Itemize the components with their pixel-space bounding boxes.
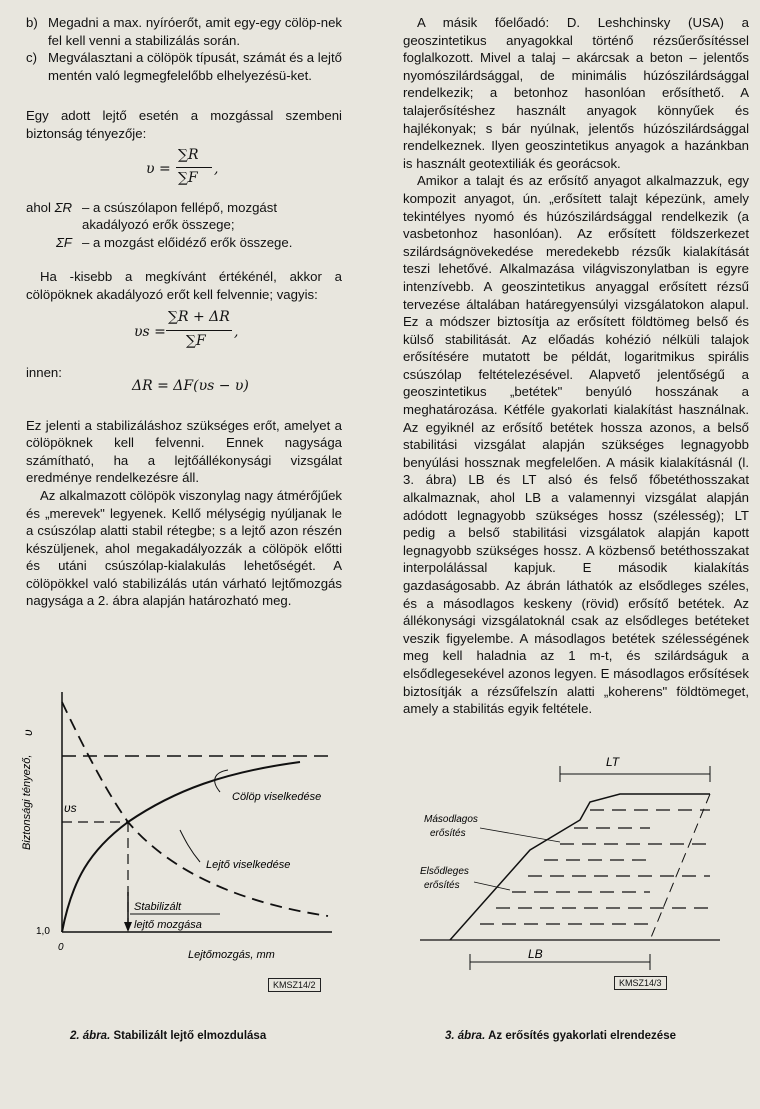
primary-label: Elsődleges bbox=[420, 866, 469, 877]
right-column bbox=[403, 14, 749, 718]
figure-2-code: KMSZ14/2 bbox=[268, 978, 321, 992]
stabilized-label: Stabilizált bbox=[134, 901, 182, 913]
figure-2 bbox=[10, 680, 340, 1000]
secondary-label-2: erősítés bbox=[430, 828, 466, 839]
formula-denominator: ∑F bbox=[178, 169, 198, 186]
figure-2-caption bbox=[70, 1030, 266, 1042]
formula-safety-factor bbox=[26, 143, 342, 199]
slope-curve-label: Lejtő viselkedése bbox=[206, 859, 291, 871]
definition-row-r bbox=[26, 199, 342, 234]
vs-label: υs bbox=[64, 801, 77, 815]
left-column bbox=[26, 14, 342, 610]
symbol-sum-r: ΣR bbox=[54, 199, 73, 215]
secondary-leader bbox=[480, 828, 560, 842]
formula-required-safety bbox=[26, 304, 342, 362]
definition-symbol bbox=[26, 234, 82, 252]
lt-label: LT bbox=[606, 755, 620, 769]
stabilized-label-2: lejtő mozgása bbox=[134, 919, 202, 931]
formula-lhs: υs = bbox=[134, 323, 166, 340]
list-label: b) bbox=[26, 15, 38, 30]
formula-delta-row bbox=[26, 362, 342, 400]
primary-label-2: erősítés bbox=[424, 880, 460, 891]
slope-leader-line bbox=[180, 830, 200, 862]
caption-text: Az erősítés gyakorlati elrendezése bbox=[488, 1030, 676, 1042]
slope-behaviour-curve bbox=[62, 702, 328, 916]
fraction-line bbox=[176, 167, 212, 168]
figure-2-diagram bbox=[10, 680, 340, 1000]
definition-text: – a csúszólapon fellépő, mozgást akadályozó erők összege; bbox=[82, 199, 277, 233]
definition-row-f bbox=[26, 234, 342, 252]
pile-leader-line bbox=[215, 770, 228, 792]
caption-text: Stabilizált lejtő elmozdulása bbox=[113, 1030, 267, 1042]
origin-label: 0 bbox=[58, 942, 64, 953]
formula-lhs: υ = bbox=[146, 160, 171, 177]
formula-delta-r: ΔR = ΔF(υs − υ) bbox=[132, 377, 249, 394]
primary-leader bbox=[474, 882, 510, 890]
formula-numerator: ∑R bbox=[178, 146, 199, 163]
lb-label: LB bbox=[528, 947, 543, 961]
fraction-line bbox=[166, 330, 232, 331]
formula-numerator: ∑R + ΔR bbox=[168, 308, 230, 325]
x-axis-label: Lejtőmozgás, mm bbox=[188, 949, 275, 961]
innen-label: innen: bbox=[26, 364, 62, 380]
pile-curve-label: Cölöp viselkedése bbox=[232, 791, 322, 803]
paragraph-required-force: Ha -kisebb a megkívánt értékénél, akkor a cölöpöknek akadályozó erőt kell felvennie; vagyis: bbox=[26, 269, 342, 302]
caption-number: 2. ábra. bbox=[70, 1030, 111, 1042]
formula-comma: , bbox=[234, 323, 239, 340]
stabilized-arrowhead bbox=[124, 922, 132, 932]
list-text: Megadni a max. nyíróerőt, amit egy-egy cölöp-nek fel kell venni a stabilizálás során. bbox=[48, 15, 342, 48]
figure-3-caption bbox=[445, 1030, 676, 1042]
list-item-b bbox=[26, 14, 342, 49]
figure-3-diagram bbox=[410, 740, 750, 1000]
paragraph-reinforced-soil: Amikor a talajt és az erősítő anyagot alkalmazzuk, egy kompozit anyagot, ún. „erősített talajt képezünk, amely tekintélyes nyomó és húzószilárdsággal rendelkezik (a vasbetonhoz hasonlóan). Az erősített földszerkezet szilárdságnövekedése meredekebb rézsűk kialakítását teszi lehetővé. Alkalmazása világviszonylatban is egyre intenzívebb. A geoszintetikus anyaggal erősített rézsű tervezése általában határegyensúlyi vizsgálatokon alapul. Ez a módszer biztosítja az erősített földtömeg belső és külső stabilitását. Az előadás kohézió nélküli talajok erősítésére mutatott be példát, logaritmikus spirális csúszólap feltételezésével. Alapvető jelentőségű a geoszintetikus „betétek" benyúló hosszának a meghatározása. Kétféle gyakorlati kialakítást használnak. Az egyiknél az erősítő betétek hossza azonos, a belső stabilitási vizsgálat alapján szükséges legnagyobb benyúlási hossznak megfelelően. A másik kialakításnál (l. 3. ábra) LB és LT alsó és felső főbetéthosszakat alkalmaznak, ahol LB a valamennyi vizsgálat alapján adódott legnagyobb szükséges hossz (szélesség); LT pedig a belső stabilitási vizsgálatok alapján kapott legnagyobb szükséges hossz. A közbenső betéthosszakat interpolálással kapjuk. E második kialakítás gazdaságosabb. Az ábrán láthatók az elsődleges széles, és a másodlagos keskeny (rövid) erősítő betétek. Az állékonysági vizsgálatoknál csak az elsődleges betéteket veszik figyelembe. A másodlagos betétek szélességének meg kell haladnia az 1 m-t, és szilárdságuk a elsődlegesekével azonos legyen. E másodlagos erősítések biztosítják a rézsűfelszín alatti „koherens" földtömeget, amely a stabilitás egyik feltétele. bbox=[403, 173, 749, 717]
paragraph-safety-factor: Egy adott lejtő esetén a mozgással szembeni biztonság tényezője: bbox=[26, 108, 342, 141]
definition-intro: ahol bbox=[26, 199, 51, 215]
figure-3-code: KMSZ14/3 bbox=[614, 976, 667, 990]
zone-boundary bbox=[650, 794, 710, 940]
symbol-sum-f: ΣF bbox=[56, 234, 72, 250]
definition-symbol bbox=[26, 199, 82, 234]
list-label: c) bbox=[26, 50, 37, 66]
secondary-label: Másodlagos bbox=[424, 814, 478, 825]
y-axis-label: Biztonsági tényező, bbox=[21, 754, 33, 850]
paragraph-stabilizing-force: Ez jelenti a stabilizáláshoz szükséges erőt, amelyet a cölöpöknek kell felvenni. Ennek nagysága számítható, ha a lejtőállékonysági vizsgálat eredménye rendelkezésre áll. bbox=[26, 417, 342, 486]
y-axis-symbol: υ bbox=[21, 729, 35, 736]
formula-comma: , bbox=[214, 160, 219, 177]
caption-number: 3. ábra. bbox=[445, 1030, 486, 1042]
paragraph-leshchinsky: A másik főelőadó: D. Leshchinsky (USA) a geoszintetikus anyagokkal történő rézsűerősítéssel foglalkozott. Mivel a talaj – akárcsak a beton – jelentős nyomószilárdsággal, de minimális húzószilárdsággal rendelkezik; a betonhoz hasonlóan erősíthető. A talajerősítéshez használt anyagok könnyűek és hajlékonyak; s bár nyúlnak, jelentős húzószilárdsággal rendelkeznek. Ilyen geoszintetikus anyagok a hazánkban is használt geotextiliák és georácsok. bbox=[403, 15, 749, 171]
figure-3 bbox=[410, 740, 750, 1000]
paragraph-piles: Az alkalmazott cölöpök viszonylag nagy átmérőjűek és „merevek" legyenek. Kellő mélységig nyúljanak le a csúszólap alatti stabil rétegbe; s a lejtő azon részén készüljenek, ahol megakadályozzák a cölöpök előtti és utáni csúszólap-kialakulás lehetőségét. A cölöpökkel való stabilizálás után várható lejtőmozgás nagysága a 2. ábra alapján határozható meg. bbox=[26, 487, 342, 609]
definition-text: – a mozgást előidéző erők összege. bbox=[82, 234, 293, 250]
formula-denominator: ∑F bbox=[186, 332, 206, 349]
list-text: Megválasztani a cölöpök típusát, számát és a lejtő mentén való legmegfelelőbb elhelyezésü-ket. bbox=[48, 50, 342, 83]
slope-profile bbox=[450, 794, 710, 940]
list-item-c bbox=[26, 49, 342, 84]
y-one-label: 1,0 bbox=[36, 926, 50, 937]
